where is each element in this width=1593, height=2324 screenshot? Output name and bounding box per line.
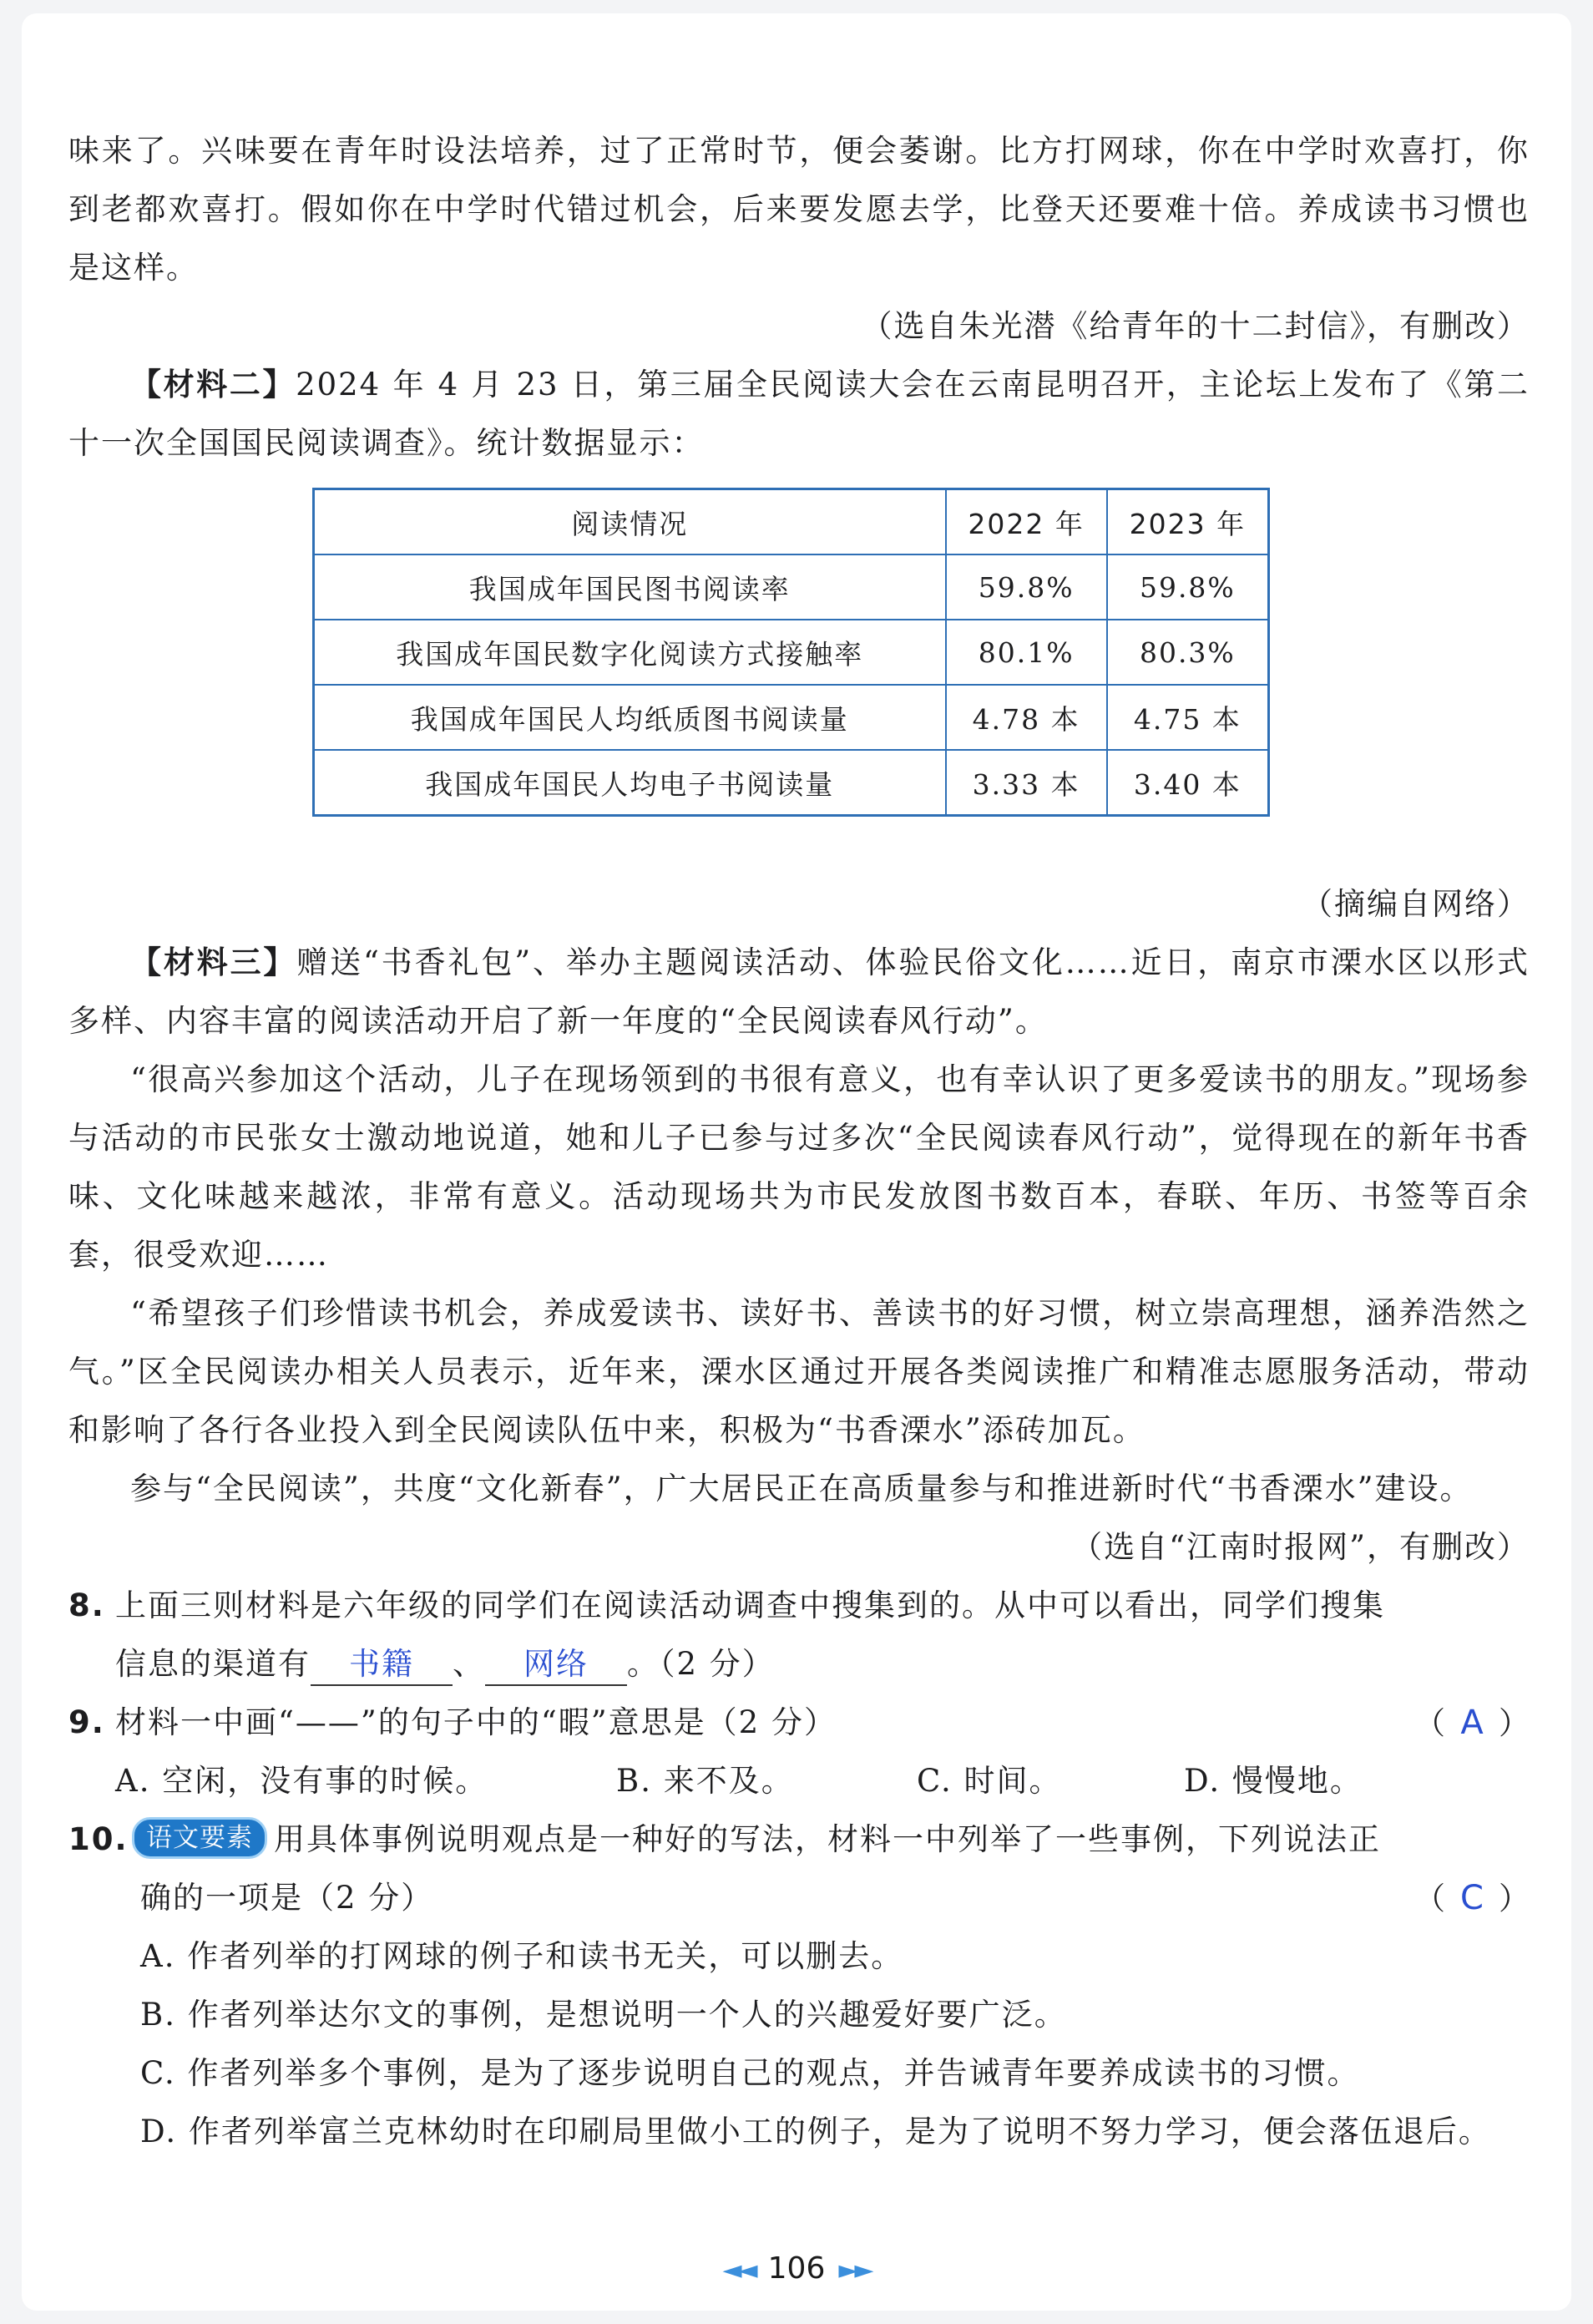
table-cell: 4.75 本 bbox=[1107, 685, 1269, 750]
material2-intro bbox=[68, 356, 1530, 473]
question-10-line1: 用具体事例说明观点是一种好的写法，材料一中列举了一些事例，下列说法正 bbox=[274, 1821, 1381, 1857]
option-b[interactable]: B. 作者列举达尔文的事例，是想说明一个人的兴趣爱好要广泛。 bbox=[140, 1997, 1067, 2033]
option-a[interactable]: A. 作者列举的打网球的例子和读书无关，可以删去。 bbox=[140, 1938, 904, 1974]
page-number: 106 bbox=[767, 2251, 826, 2286]
material3-p1 bbox=[68, 934, 1530, 1051]
prev-arrows-icon: ◄◄ bbox=[722, 2256, 755, 2285]
table-cell: 4.78 本 bbox=[946, 685, 1107, 750]
page-sheet bbox=[22, 13, 1571, 2311]
material3-source: （选自“江南时报网”，有删改） bbox=[1071, 1529, 1530, 1565]
material2-source: （摘编自网络） bbox=[1302, 886, 1530, 922]
material1-tail-text: 味来了。兴味要在青年时设法培养，过了正常时节，便会萎谢。比方打网球，你在中学时欢喜打，你到老都欢喜打。假如你在中学时代错过机会，后来要发愿去学，比登天还要难十倍。养成读书习惯也是这样。 bbox=[68, 133, 1530, 286]
option-c[interactable]: C. 作者列举多个事例，是为了逐步说明自己的观点，并告诫青年要养成读书的习惯。 bbox=[140, 2055, 1360, 2091]
table-row bbox=[314, 750, 1269, 816]
option-c[interactable]: C. 时间。 bbox=[917, 1763, 1062, 1799]
table-cell: 59.8% bbox=[946, 554, 1107, 620]
table-header-cell: 阅读情况 bbox=[314, 489, 946, 555]
bracket-right: ） bbox=[1499, 1705, 1530, 1741]
table-header-row bbox=[314, 489, 1269, 555]
bracket-left: （ bbox=[1414, 1881, 1445, 1916]
question-10-line2 bbox=[68, 1869, 1530, 1927]
question-10-line2-text: 确的一项是（2 分） bbox=[140, 1880, 434, 1916]
answer-bracket bbox=[1414, 1694, 1530, 1753]
table-cell: 59.8% bbox=[1107, 554, 1269, 620]
question-number: 9. bbox=[68, 1704, 105, 1740]
answer-bracket bbox=[1414, 1869, 1530, 1928]
table-cell: 我国成年国民数字化阅读方式接触率 bbox=[314, 620, 946, 685]
answer-blank-1[interactable]: 书籍 bbox=[311, 1644, 453, 1686]
table-row bbox=[314, 620, 1269, 685]
next-arrows-icon: ►► bbox=[838, 2256, 871, 2285]
page-footer bbox=[22, 2251, 1571, 2286]
question-8-suffix: 。（2 分） bbox=[627, 1646, 775, 1682]
reading-stats-table bbox=[312, 488, 1270, 817]
material3-p2: “很高兴参加这个活动，儿子在现场领到的书很有意义，也有幸认识了更多爱读书的朋友。”现场参与活动的市民张女士激动地说道，她和儿子已参与过多次“全民阅读春风行动”，觉得现在的新年书香味、文化味越来越浓，非常有意义。活动现场共为市民发放图书数百本，春联、年历、书签等百余套，很受欢迎…… bbox=[68, 1061, 1530, 1273]
question-10 bbox=[68, 1810, 1530, 1869]
option-d[interactable]: D. 慢慢地。 bbox=[1184, 1763, 1363, 1799]
material3-p3: “希望孩子们珍惜读书机会，养成爱读书、读好书、善读书的好习惯，树立崇高理想，涵养浩然之气。”区全民阅读办相关人员表示，近年来，溧水区通过开展各类阅读推广和精准志愿服务活动，带动和影响了各行各业投入到全民阅读队伍中来，积极为“书香溧水”添砖加瓦。 bbox=[68, 1295, 1530, 1448]
question-9-text: 材料一中画“——”的句子中的“暇”意思是（2 分） bbox=[115, 1704, 837, 1740]
answer-choice[interactable]: A bbox=[1460, 1704, 1484, 1742]
table-cell: 3.40 本 bbox=[1107, 750, 1269, 816]
question-8 bbox=[68, 1577, 1530, 1635]
question-8-line2 bbox=[68, 1635, 1530, 1694]
answer-choice[interactable]: C bbox=[1460, 1879, 1484, 1917]
question-8-line1: 上面三则材料是六年级的同学们在阅读活动调查中搜集到的。从中可以看出，同学们搜集 bbox=[115, 1587, 1385, 1623]
table-row bbox=[314, 554, 1269, 620]
table-header-cell: 2022 年 bbox=[946, 489, 1107, 555]
option-a[interactable]: A. 空闲，没有事的时候。 bbox=[115, 1763, 488, 1799]
question-9 bbox=[68, 1694, 1530, 1752]
answer-blank-2[interactable]: 网络 bbox=[485, 1644, 627, 1686]
table-cell: 80.1% bbox=[946, 620, 1107, 685]
question-8-prefix: 信息的渠道有 bbox=[115, 1646, 311, 1682]
option-b[interactable]: B. 来不及。 bbox=[616, 1763, 794, 1799]
bracket-left: （ bbox=[1414, 1705, 1445, 1741]
material2-label: 【材料二】 bbox=[130, 367, 296, 403]
blank-separator: 、 bbox=[453, 1646, 485, 1682]
table-cell: 80.3% bbox=[1107, 620, 1269, 685]
question-number: 8. bbox=[68, 1587, 105, 1623]
table-cell: 我国成年国民人均电子书阅读量 bbox=[314, 750, 946, 816]
option-d[interactable]: D. 作者列举富兰克林幼时在印刷局里做小工的例子，是为了说明不努力学习，便会落伍退后。 bbox=[140, 2114, 1491, 2149]
material3-label: 【材料三】 bbox=[130, 944, 297, 980]
table-cell: 我国成年国民人均纸质图书阅读量 bbox=[314, 685, 946, 750]
table-cell: 我国成年国民图书阅读率 bbox=[314, 554, 946, 620]
question-number: 10. bbox=[68, 1821, 129, 1857]
page-content bbox=[68, 122, 1530, 2161]
table-header-cell: 2023 年 bbox=[1107, 489, 1269, 555]
material2-intro-text: 2024 年 4 月 23 日，第三届全民阅读大会在云南昆明召开，主论坛上发布了《第二十一次全国国民阅读调查》。统计数据显示： bbox=[68, 367, 1530, 461]
bracket-right: ） bbox=[1499, 1881, 1530, 1916]
material3-p4: 参与“全民阅读”，共度“文化新春”，广大居民正在高质量参与和推进新时代“书香溧水”建设。 bbox=[130, 1471, 1473, 1506]
question-9-options bbox=[68, 1752, 1530, 1810]
table-cell: 3.33 本 bbox=[946, 750, 1107, 816]
material1-source: （选自朱光潜《给青年的十二封信》，有删改） bbox=[861, 308, 1530, 344]
language-element-tag: 语文要素 bbox=[132, 1817, 267, 1859]
material3-p1-text: 赠送“书香礼包”、举办主题阅读活动、体验民俗文化……近日，南京市溧水区以形式多样、内容丰富的阅读活动开启了新一年度的“全民阅读春风行动”。 bbox=[68, 944, 1530, 1039]
table-row bbox=[314, 685, 1269, 750]
